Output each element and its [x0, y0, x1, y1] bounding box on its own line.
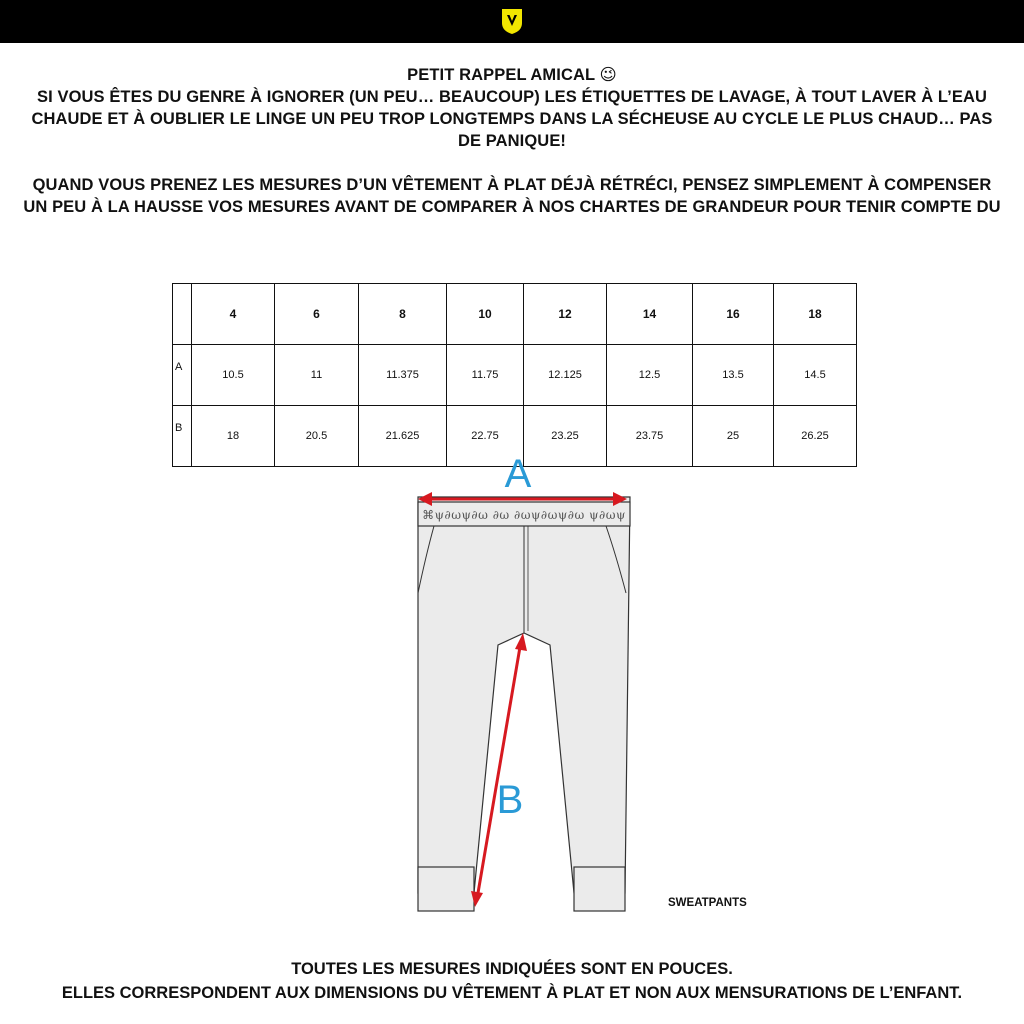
measure-cell: 11.75	[447, 345, 524, 406]
size-header: 16	[693, 284, 774, 345]
measure-cell: 26.25	[774, 406, 857, 467]
row-label: B	[173, 406, 192, 467]
garment-label: SWEATPANTS	[668, 897, 747, 909]
measure-cell: 11.375	[359, 345, 447, 406]
size-header: 6	[275, 284, 359, 345]
sweatpants-diagram	[400, 445, 660, 925]
footer-line-1: TOUTES LES MESURES INDIQUÉES SONT EN POUCES.	[291, 960, 733, 978]
size-header: 8	[359, 284, 447, 345]
corner-cell	[173, 284, 192, 345]
label-b: B	[496, 778, 524, 822]
measure-cell: 10.5	[192, 345, 275, 406]
measure-cell: 21.625	[359, 406, 447, 467]
size-header: 18	[774, 284, 857, 345]
measure-cell: 20.5	[275, 406, 359, 467]
size-chart-table	[172, 283, 857, 467]
v-shield-logo-icon[interactable]	[500, 7, 524, 35]
svg-text:⌘ψ∂ωψ∂ω ∂ω ∂ωψ∂ωψ∂ω ψ∂ωψ: ⌘ψ∂ωψ∂ω ∂ω ∂ωψ∂ωψ∂ω ψ∂ωψ	[422, 508, 626, 522]
footer-line-2: ELLES CORRESPONDENT AUX DIMENSIONS DU VÊTEMENT À PLAT ET NON AUX MENSURATIONS DE L’ENFANT.	[61, 984, 963, 1002]
measure-cell: 12.5	[607, 345, 693, 406]
label-a: A	[504, 452, 532, 496]
measure-cell: 22.75	[447, 406, 524, 467]
size-header: 4	[192, 284, 275, 345]
right-cuff	[574, 867, 625, 911]
size-header: 12	[524, 284, 607, 345]
measure-cell: 18	[192, 406, 275, 467]
notice-paragraph-1: SI VOUS ÊTES DU GENRE À IGNORER (UN PEU… BEAUCOUP) LES ÉTIQUETTES DE LAVAGE, À TOUT LAVER À L’EAU CHAUDE ET À OUBLIER LE LINGE UN PEU TROP LONGTEMPS DANS LA SÉCHEUSE AU CYCLE LE PLUS CHAUD… PAS DE PANIQUE!	[31, 88, 993, 150]
measure-cell: 13.5	[693, 345, 774, 406]
notice-paragraph-2: QUAND VOUS PRENEZ LES MESURES D’UN VÊTEMENT À PLAT DÉJÀ RÉTRÉCI, PENSEZ SIMPLEMENT À COMPENSER UN PEU À LA HAUSSE VOS MESURES AVANT DE COMPARER À NOS CHARTES DE GRANDEUR POUR TENIR COMPTE DU	[23, 176, 1001, 216]
row-label: A	[173, 345, 192, 406]
measure-cell: 23.25	[524, 406, 607, 467]
size-header-row	[173, 284, 857, 345]
top-bar	[0, 0, 1024, 43]
measure-cell: 23.75	[607, 406, 693, 467]
washing-notice	[20, 64, 1004, 218]
measure-cell: 14.5	[774, 345, 857, 406]
left-cuff	[418, 867, 474, 911]
size-header: 10	[447, 284, 524, 345]
measure-cell: 12.125	[524, 345, 607, 406]
size-header: 14	[607, 284, 693, 345]
measure-cell: 25	[693, 406, 774, 467]
measurement-note	[20, 957, 1004, 1005]
measure-row-a	[173, 345, 857, 406]
notice-title: PETIT RAPPEL AMICAL 😉	[407, 66, 617, 84]
measure-cell: 11	[275, 345, 359, 406]
